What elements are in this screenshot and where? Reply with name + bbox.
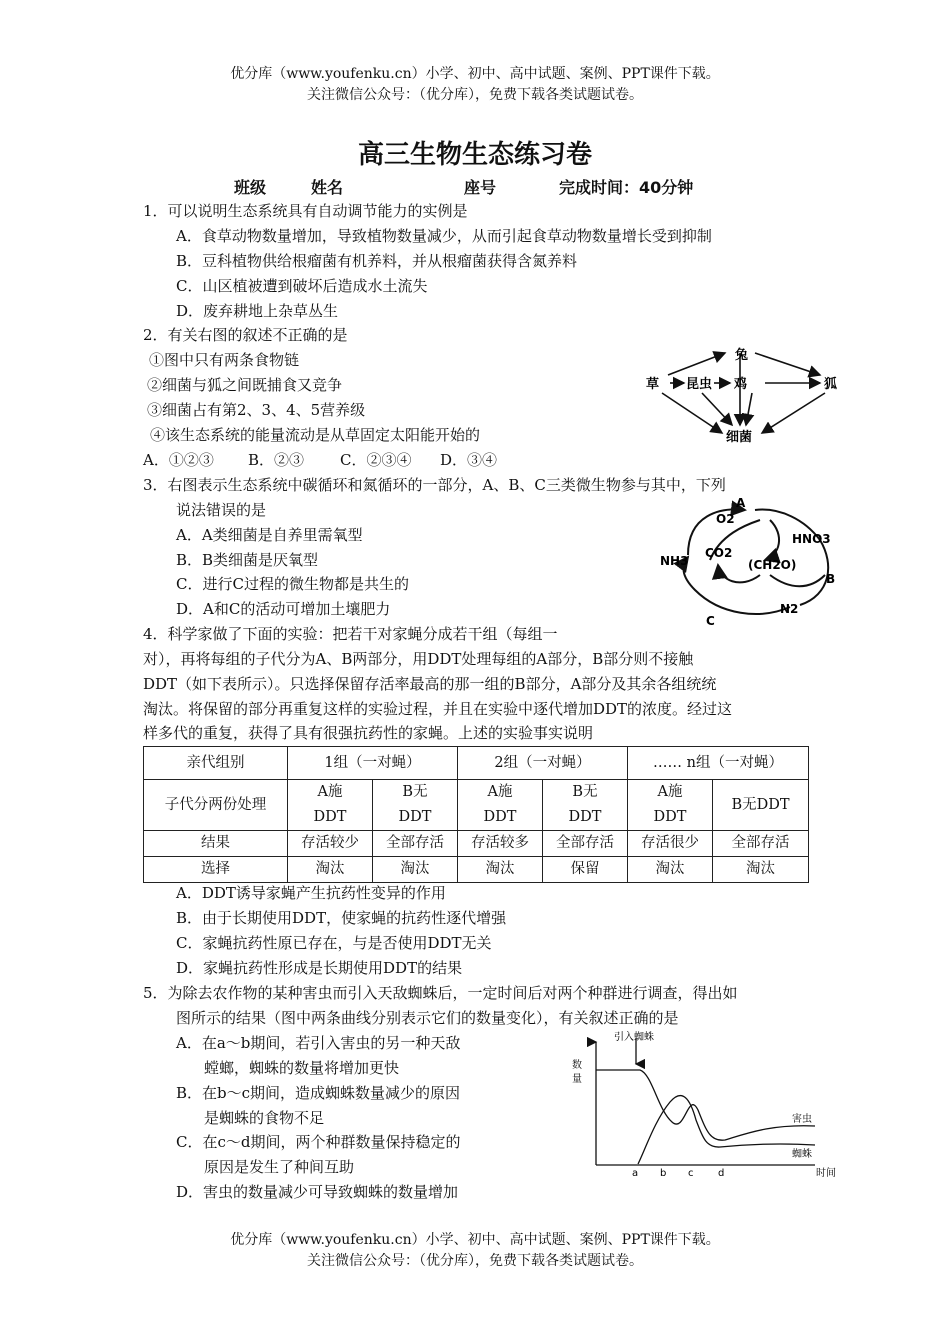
spider-curve (638, 1096, 815, 1164)
page-title: 高三生物生态练习卷 (357, 140, 592, 170)
q4-option-c: C．家蝇抗药性原已存在，与是否使用DDT无关 (176, 934, 492, 952)
table-cell: 淘汰 (288, 857, 373, 883)
q2-option-c: C．②③④ (340, 451, 412, 469)
table-cell: 全部存活 (543, 831, 628, 857)
table-cell: 2组（一对蝇） (458, 747, 628, 780)
arrow-loop (770, 575, 825, 586)
table-cell: B无DDT (713, 780, 809, 831)
q1-option-c: C．山区植被遭到破坏后造成水土流失 (176, 277, 428, 295)
q1-option-a: A．食草动物数量增加，导致植物数量减少，从而引起食草动物数量增长受到抑制 (176, 227, 712, 245)
y-label-1: 数 (572, 1060, 582, 1071)
q5-option-a-line-1: A．在a～b期间，若引入害虫的另一种天敌 (176, 1034, 461, 1052)
class-label: 班级 (234, 178, 267, 197)
arrow-chicken-bacteria (746, 393, 752, 425)
table-cell: 存活较多 (458, 831, 543, 857)
q5-option-d: D．害虫的数量减少可导致蜘蛛的数量增加 (176, 1183, 459, 1201)
time-label: 完成时间：40分钟 (559, 178, 694, 197)
label-c: C (706, 614, 715, 628)
q5-stem-line-1: 5．为除去农作物的某种害虫而引入天敌蜘蛛后，一定时间后对两个种群进行调查，得出如 (143, 984, 738, 1002)
q1-stem: 1．可以说明生态系统具有自动调节能力的实例是 (143, 202, 468, 220)
q3-stem-line-1: 3．右图表示生态系统中碳循环和氮循环的一部分，A、B、C三类微生物参与其中，下列 (143, 476, 726, 494)
legend-spider: 蜘蛛 (792, 1149, 812, 1160)
node-chicken: 鸡 (734, 377, 748, 392)
q2-stem: 2．有关右图的叙述不正确的是 (143, 326, 348, 344)
table-row (144, 857, 809, 883)
q3-stem-line-2: 说法错误的是 (176, 501, 267, 519)
q1-option-d: D．废弃耕地上杂草丛生 (176, 302, 339, 320)
table-cell: 存活较少 (288, 831, 373, 857)
table-cell: B无 DDT (543, 780, 628, 831)
table-cell: 子代分两份处理 (144, 780, 288, 831)
table-cell: 存活很少 (628, 831, 713, 857)
tick-d: d (718, 1168, 725, 1179)
q2-statement-4: ④该生态系统的能量流动是从草固定太阳能开始的 (150, 426, 481, 444)
q5-option-b-line-2: 是蜘蛛的食物不足 (204, 1109, 325, 1127)
node-fox: 狐 (824, 377, 838, 392)
name-label: 姓名 (311, 178, 344, 197)
arrow-rabbit-fox (755, 353, 820, 375)
q3-option-b: B．B类细菌是厌氧型 (176, 551, 319, 569)
q2-statement-1: ①图中只有两条食物链 (149, 351, 300, 369)
header-line-2: 关注微信公众号：（优分库），免费下载各类试题试卷。 (307, 87, 643, 103)
table-cell: 1组（一对蝇） (288, 747, 458, 780)
label-hno3: HNO3 (792, 532, 831, 546)
q3-option-c: C．进行C过程的微生物都是共生的 (176, 575, 409, 593)
node-bacteria: 细菌 (726, 430, 753, 445)
legend-pest: 害虫 (792, 1114, 812, 1125)
label-ch2o: (CH2O) (748, 558, 797, 572)
table-cell: 淘汰 (458, 857, 543, 883)
pest-curve (596, 1070, 815, 1140)
label-nh3: NH3 (660, 554, 689, 568)
tick-a: a (632, 1168, 639, 1179)
table-cell: B无 DDT (373, 780, 458, 831)
table-row (144, 747, 809, 780)
table-cell: 保留 (543, 857, 628, 883)
table-cell: A施 DDT (628, 780, 713, 831)
q2-statement-3: ③细菌占有第2、3、4、5营养级 (147, 401, 366, 419)
q3-option-d: D．A和C的活动可增加土壤肥力 (176, 600, 391, 618)
table-cell: 选择 (144, 857, 288, 883)
label-n2: N2 (780, 602, 799, 616)
arrow-o2-ch2o (765, 520, 779, 560)
seat-label: 座号 (464, 178, 497, 197)
table-cell: …… n组（一对蝇） (628, 747, 809, 780)
label-o2: O2 (716, 512, 735, 526)
tick-b: b (660, 1168, 667, 1179)
table-row (144, 780, 809, 831)
table-cell: 淘汰 (373, 857, 458, 883)
q5-option-c-line-1: C．在c～d期间，两个种群数量保持稳定的 (176, 1133, 461, 1151)
q5-option-a-line-2: 螳螂，蜘蛛的数量将增加更快 (204, 1059, 400, 1077)
node-rabbit: 兔 (735, 348, 749, 363)
q5-option-c-line-2: 原因是发生了种间互助 (204, 1158, 355, 1176)
q5-option-b-line-1: B．在b～c期间，造成蜘蛛数量减少的原因 (176, 1084, 461, 1102)
table-row (144, 831, 809, 857)
table-cell: 全部存活 (373, 831, 458, 857)
table-cell: A施 DDT (288, 780, 373, 831)
q4-option-b: B．由于长期使用DDT，使家蝇的抗药性逐代增强 (176, 909, 507, 927)
header-line-1: 优分库（www.youfenku.cn）小学、初中、高中试题、案例、PPT课件下载。 (230, 66, 720, 82)
tick-c: c (688, 1168, 694, 1179)
table-cell: A施 DDT (458, 780, 543, 831)
table-cell: 结果 (144, 831, 288, 857)
footer-line-2: 关注微信公众号：（优分库），免费下载各类试题试卷。 (307, 1253, 643, 1269)
table-cell: 淘汰 (713, 857, 809, 883)
q2-option-d: D．③④ (440, 451, 498, 469)
q4-stem-line-5: 样多代的重复，获得了具有很强抗药性的家蝇。上述的实验事实说明 (143, 724, 594, 742)
q4-table (143, 746, 809, 883)
table-cell: 全部存活 (713, 831, 809, 857)
y-label-2: 量 (572, 1074, 582, 1085)
table-cell: 亲代组别 (144, 747, 288, 780)
label-b: B (826, 572, 836, 586)
q5-stem-line-2: 图所示的结果（图中两条曲线分别表示它们的数量变化），有关叙述正确的是 (176, 1009, 679, 1027)
arrow-grass-bacteria (662, 393, 722, 433)
q4-option-a: A．DDT诱导家蝇产生抗药性变异的作用 (176, 884, 446, 902)
q1-option-b: B．豆科植物供给根瘤菌有机养料，并从根瘤菌获得含氮养料 (176, 252, 578, 270)
food-web-diagram (640, 345, 860, 455)
label-a: A (736, 496, 746, 510)
introduce-spider-label: 引入蜘蛛 (614, 1032, 654, 1043)
carbon-nitrogen-cycle-diagram (650, 495, 850, 630)
q4-stem-line-2: 对），再将每组的子代分为A、B两部分，用DDT处理每组的A部分，B部分则不接触 (143, 650, 694, 668)
table-cell: 淘汰 (628, 857, 713, 883)
population-graph (570, 1030, 845, 1180)
arrow-fox-bacteria (762, 393, 825, 433)
node-grass: 草 (646, 377, 660, 392)
label-co2: CO2 (705, 546, 733, 560)
q2-statement-2: ②细菌与狐之间既捕食又竞争 (147, 376, 343, 394)
q4-stem-line-1: 4．科学家做了下面的实验：把若干对家蝇分成若干组（每组一 (143, 625, 558, 643)
footer-line-1: 优分库（www.youfenku.cn）小学、初中、高中试题、案例、PPT课件下载。 (230, 1232, 720, 1248)
q4-option-d: D．家蝇抗药性形成是长期使用DDT的结果 (176, 959, 463, 977)
q3-option-a: A．A类细菌是自养里需氧型 (176, 526, 363, 544)
q4-stem-line-4: 淘汰。将保留的部分再重复这样的实验过程，并且在实验中逐代增加DDT的浓度。经过这 (143, 700, 733, 718)
q4-stem-line-3: DDT（如下表所示）。只选择保留存活率最高的那一组的B部分，A部分及其余各组统统 (143, 675, 717, 693)
x-label: 时间 (816, 1168, 836, 1179)
arrow-insect-bacteria (702, 393, 732, 425)
arrow-grass-rabbit (668, 353, 725, 375)
q2-option-b: B．②③ (248, 451, 305, 469)
node-insect: 昆虫 (686, 377, 713, 392)
q2-option-a: A．①②③ (143, 451, 214, 469)
